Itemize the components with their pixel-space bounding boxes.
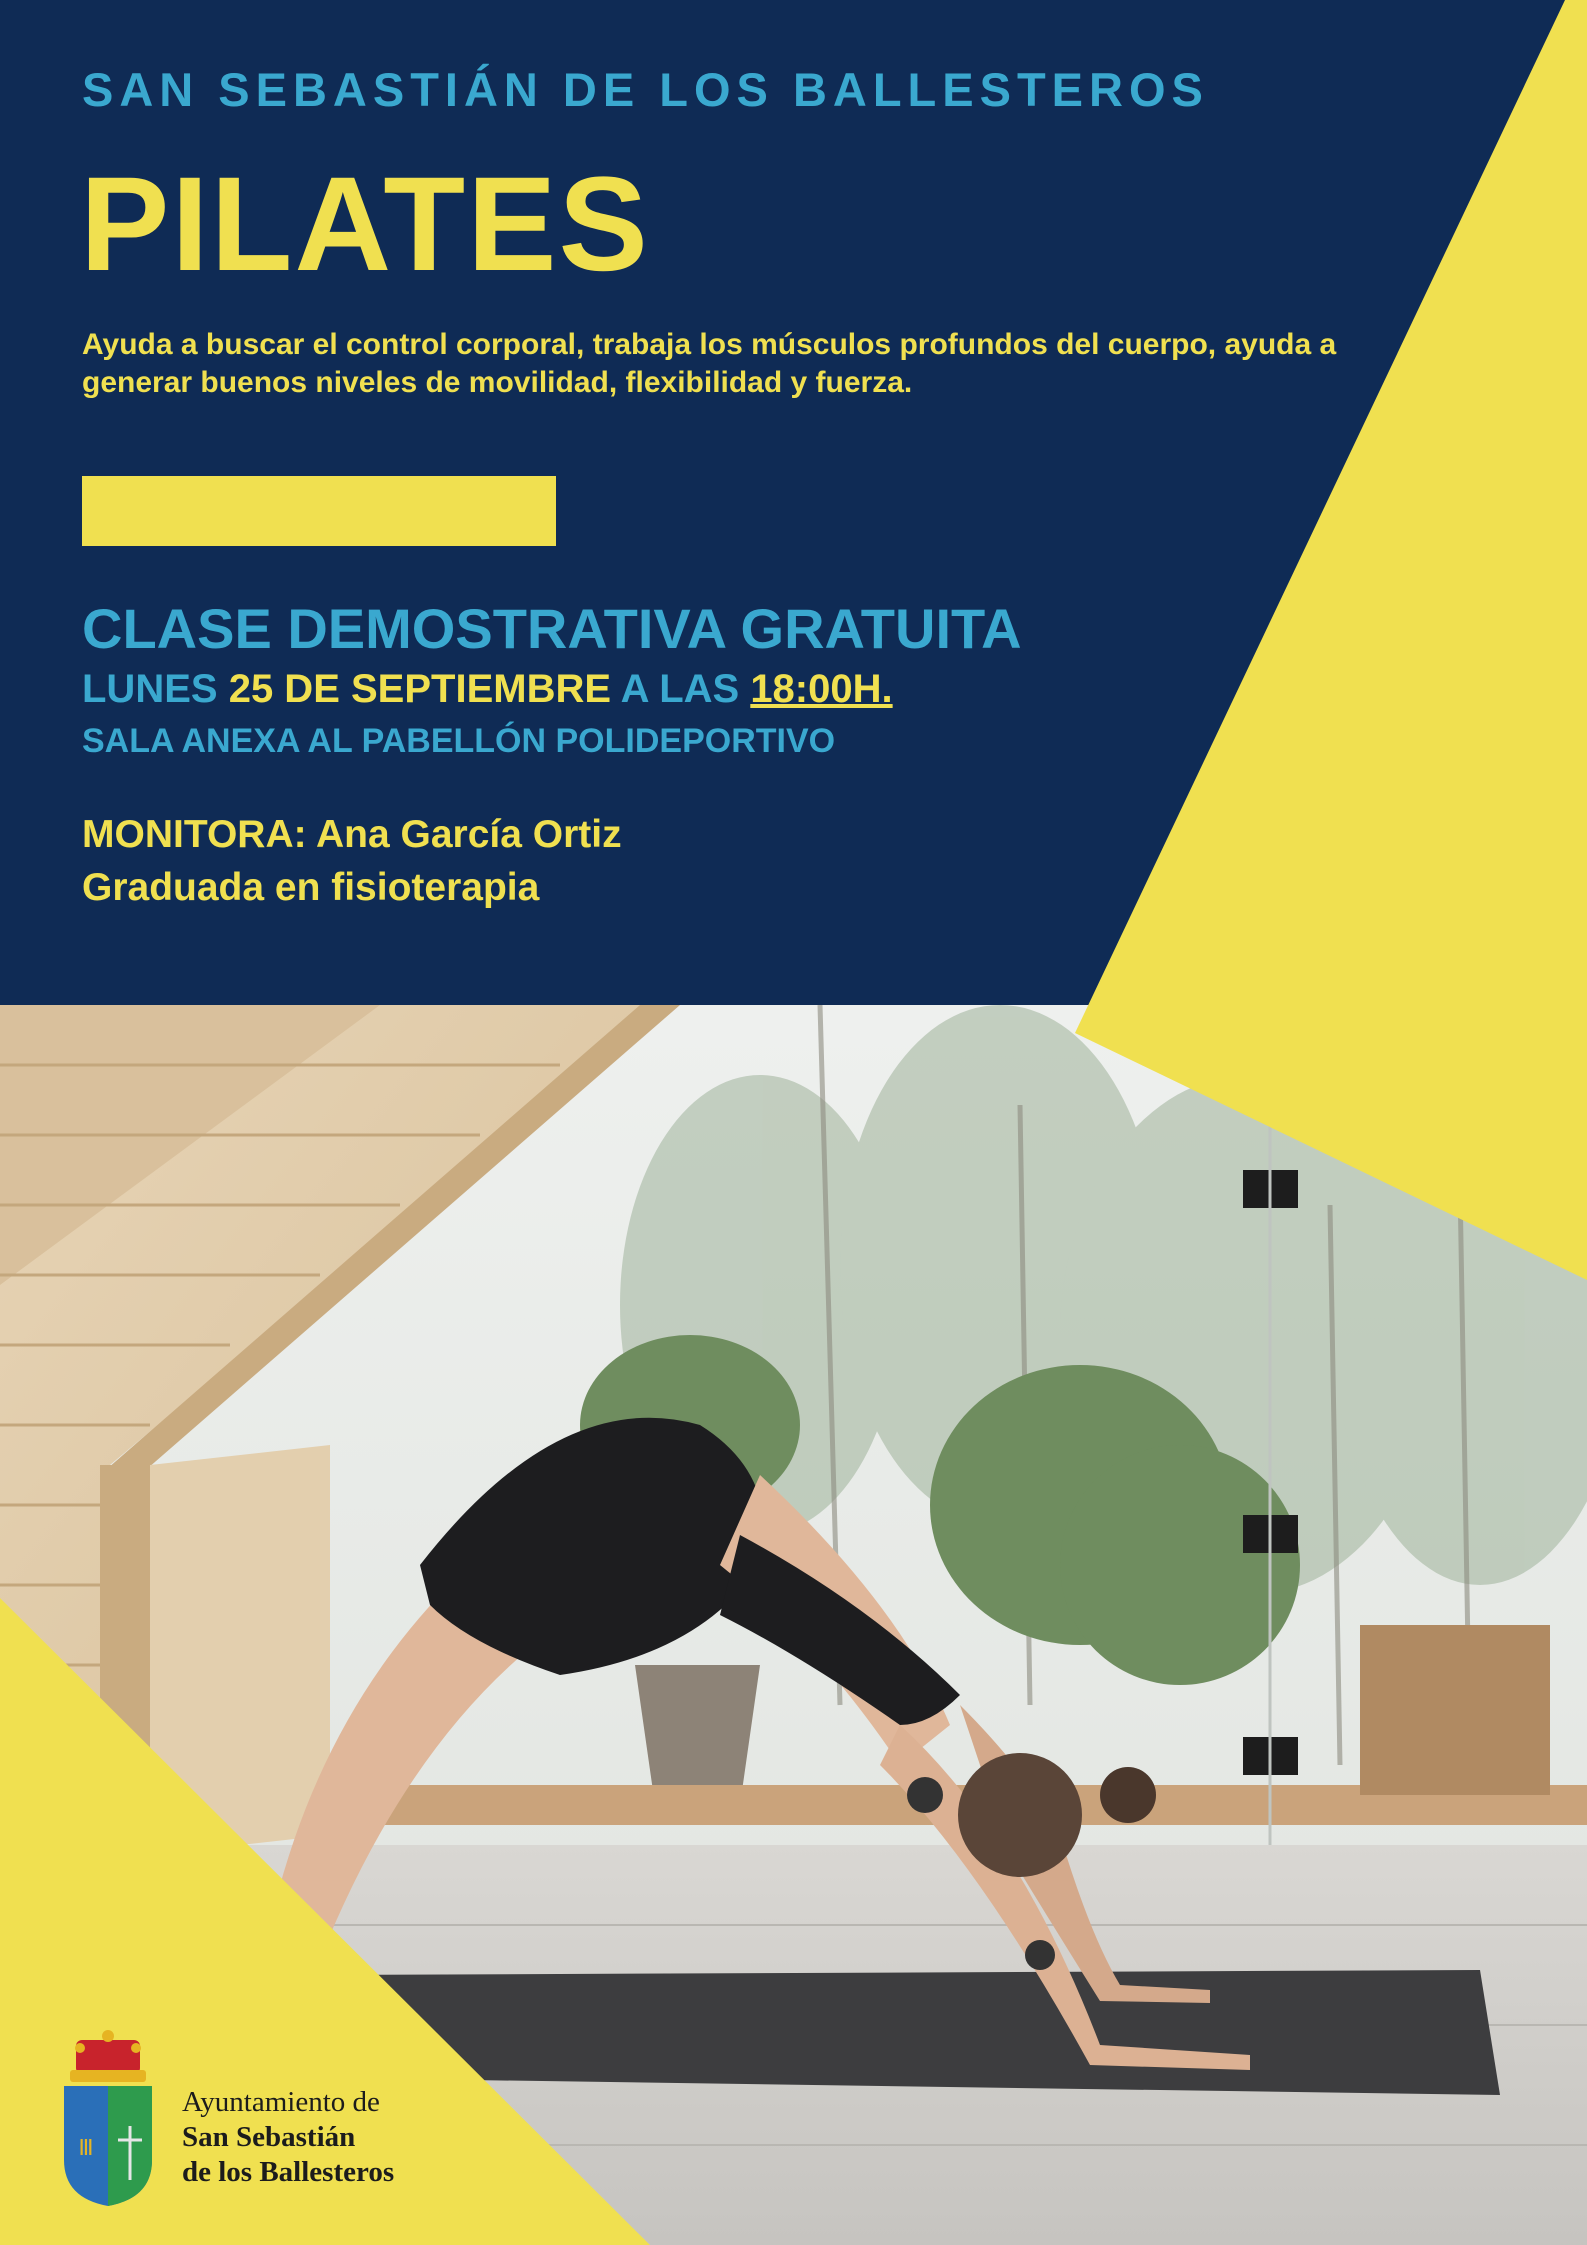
svg-text:Ⅲ: Ⅲ — [78, 2135, 94, 2160]
instructor-name: MONITORA: Ana García Ortiz — [82, 813, 622, 856]
event-datetime — [82, 667, 893, 712]
yellow-bar — [82, 476, 556, 546]
event-headline: CLASE DEMOSTRATIVA GRATUITA — [82, 597, 1022, 660]
event-place: SALA ANEXA AL PABELLÓN POLIDEPORTIVO — [82, 722, 836, 760]
event-day: LUNES — [82, 667, 218, 711]
event-date: 25 DE SEPTIEMBRE — [228, 667, 612, 711]
description: Ayuda a buscar el control corporal, trabaja los músculos profundos del cuerpo, ayuda a generar buenos niveles de movilidad, flexibilidad y fuerza. — [82, 328, 1337, 399]
org-line-1: Ayuntamiento de — [182, 2086, 380, 2118]
event-at: A LAS — [620, 667, 740, 711]
town-name: SAN SEBASTIÁN DE LOS BALLESTEROS — [82, 63, 1209, 116]
right-yellow-triangle — [1075, 0, 1587, 1280]
town-crest-logo — [56, 2030, 160, 2206]
organization-name — [182, 2085, 394, 2190]
instructor-title: Graduada en fisioterapia — [82, 866, 540, 909]
org-line-2: San Sebastián — [182, 2121, 356, 2153]
event-time: 18:00H. — [750, 667, 893, 711]
page-title: PILATES — [80, 150, 650, 299]
org-line-3: de los Ballesteros — [182, 2156, 395, 2188]
